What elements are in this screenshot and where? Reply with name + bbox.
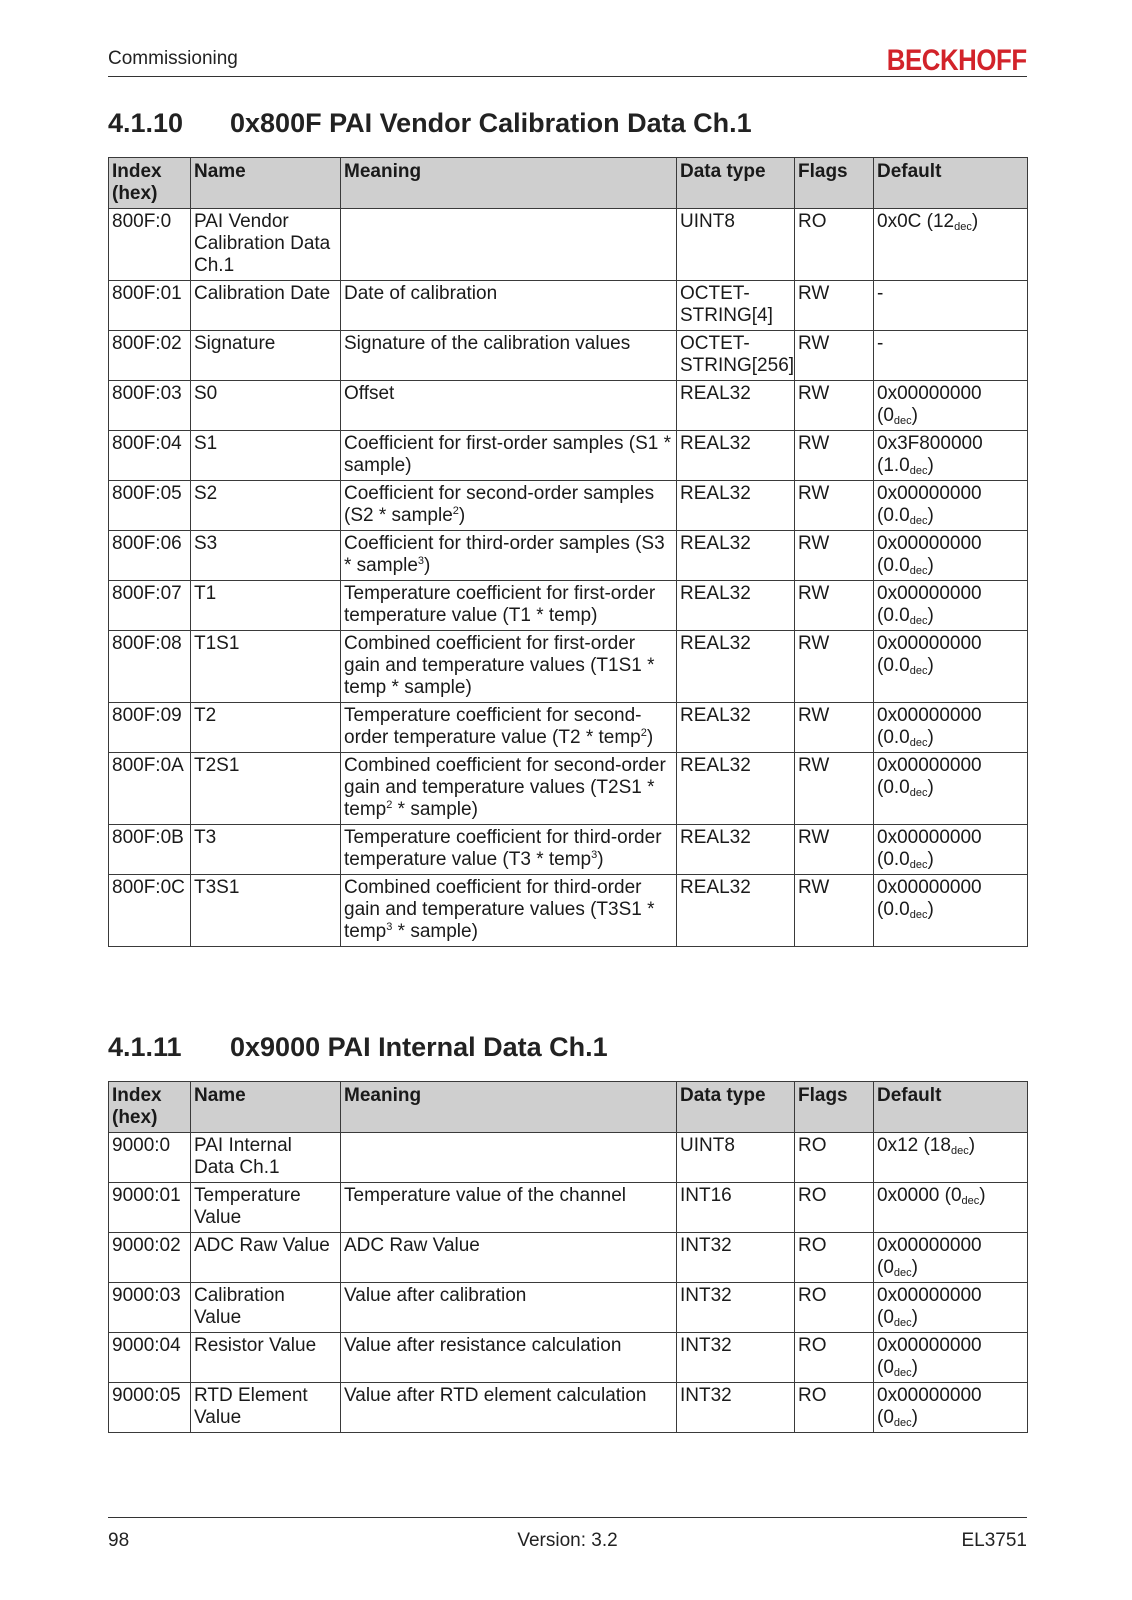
- default-base-subscript: dec: [909, 465, 928, 477]
- cell-name: Calibration Value: [191, 1283, 341, 1333]
- table-header-row: [109, 158, 1028, 209]
- meaning-text: Coefficient for third-order samples (S3 * sample: [344, 533, 665, 576]
- cell-index: 800F:05: [109, 481, 191, 531]
- table-row: [109, 331, 1028, 381]
- header-section-title: Commissioning: [108, 48, 238, 69]
- default-value: 0x00000000 (0.0: [877, 705, 982, 748]
- meaning-text: Coefficient for second-order samples (S2 * sample: [344, 483, 655, 526]
- cell-meaning: Temperature value of the channel: [341, 1183, 677, 1233]
- cell-flags: RW: [795, 431, 874, 481]
- cell-default: [874, 753, 1028, 825]
- cell-flags: RO: [795, 1233, 874, 1283]
- table-header-row: [109, 1082, 1028, 1133]
- cell-index: 9000:01: [109, 1183, 191, 1233]
- default-value-end: ): [927, 655, 934, 676]
- default-value: 0x3F800000 (1.0: [877, 433, 983, 476]
- cell-data-type: INT32: [677, 1383, 795, 1433]
- default-value: 0x00000000 (0: [877, 1285, 982, 1328]
- default-value: 0x00000000 (0.0: [877, 583, 982, 626]
- cell-data-type: INT32: [677, 1233, 795, 1283]
- meaning-text: Temperature coefficient for second-order temperature value (T2 * temp: [344, 705, 642, 748]
- default-value: 0x00000000 (0: [877, 383, 982, 426]
- cell-meaning: Value after resistance calculation: [341, 1333, 677, 1383]
- cell-index: 800F:03: [109, 381, 191, 431]
- table-row: [109, 531, 1028, 581]
- cell-default: [874, 1333, 1028, 1383]
- col-header-default: Default: [874, 158, 1028, 209]
- col-header-index: Index (hex): [109, 158, 191, 209]
- table-row: [109, 1183, 1028, 1233]
- cell-data-type: OCTET-STRING[256]: [677, 331, 795, 381]
- col-header-flags: Flags: [795, 158, 874, 209]
- cell-name: ADC Raw Value: [191, 1233, 341, 1283]
- table-row: [109, 1333, 1028, 1383]
- default-base-subscript: dec: [909, 787, 928, 799]
- cell-index: 800F:0B: [109, 825, 191, 875]
- table-row: [109, 281, 1028, 331]
- cell-index: 800F:06: [109, 531, 191, 581]
- col-header-default: Default: [874, 1082, 1028, 1133]
- default-value: 0x12 (18: [877, 1135, 951, 1156]
- default-value: 0x0000 (0: [877, 1185, 962, 1206]
- default-value-end: ): [927, 899, 934, 920]
- default-base-subscript: dec: [909, 737, 928, 749]
- cell-data-type: REAL32: [677, 431, 795, 481]
- default-base-subscript: dec: [909, 565, 928, 577]
- default-value: 0x00000000 (0: [877, 1235, 982, 1278]
- col-header-meaning: Meaning: [341, 158, 677, 209]
- cell-flags: RW: [795, 825, 874, 875]
- cell-default: [874, 531, 1028, 581]
- product-name: EL3751: [961, 1530, 1027, 1551]
- meaning-text-end: ): [597, 849, 604, 870]
- default-value: 0x00000000 (0.0: [877, 877, 982, 920]
- cell-index: 9000:05: [109, 1383, 191, 1433]
- cell-meaning: [341, 753, 677, 825]
- default-base-subscript: dec: [893, 1317, 912, 1329]
- cell-default: [874, 825, 1028, 875]
- default-value: 0x0C (12: [877, 211, 955, 232]
- cell-flags: RW: [795, 875, 874, 947]
- cell-flags: RW: [795, 631, 874, 703]
- cell-index: 800F:08: [109, 631, 191, 703]
- cell-default: [874, 281, 1028, 331]
- meaning-exponent: 2: [386, 799, 393, 811]
- cell-name: Temperature Value: [191, 1183, 341, 1233]
- table-row: [109, 431, 1028, 481]
- section-heading-1: [108, 108, 752, 139]
- cell-flags: RW: [795, 531, 874, 581]
- meaning-text-end: ): [458, 505, 466, 526]
- cell-flags: RW: [795, 581, 874, 631]
- default-base-subscript: dec: [909, 515, 928, 527]
- cell-name: S1: [191, 431, 341, 481]
- cell-default: [874, 1283, 1028, 1333]
- default-value-end: ): [968, 1135, 976, 1156]
- cell-index: 800F:0: [109, 209, 191, 281]
- cell-meaning: [341, 825, 677, 875]
- meaning-exponent: 2: [640, 727, 647, 739]
- cell-data-type: INT32: [677, 1283, 795, 1333]
- cell-name: PAI Vendor Calibration Data Ch.1: [191, 209, 341, 281]
- default-value: 0x00000000 (0: [877, 1385, 982, 1428]
- cell-data-type: UINT8: [677, 1133, 795, 1183]
- cell-data-type: REAL32: [677, 703, 795, 753]
- cell-name: S0: [191, 381, 341, 431]
- cell-name: RTD Element Value: [191, 1383, 341, 1433]
- cell-default: [874, 209, 1028, 281]
- cell-default: [874, 1133, 1028, 1183]
- cell-flags: RO: [795, 1283, 874, 1333]
- cell-name: T2S1: [191, 753, 341, 825]
- col-header-name: Name: [191, 1082, 341, 1133]
- cell-data-type: REAL32: [677, 753, 795, 825]
- meaning-text-end: ): [646, 727, 654, 748]
- default-value-end: ): [911, 1357, 918, 1378]
- cell-data-type: INT32: [677, 1333, 795, 1383]
- cell-index: 800F:01: [109, 281, 191, 331]
- meaning-text: Combined coefficient for third-order gain and temperature values (T3S1 * temp: [344, 877, 655, 942]
- cell-meaning: Offset: [341, 381, 677, 431]
- cell-meaning: Coefficient for first-order samples (S1 * sample): [341, 431, 677, 481]
- default-value: -: [877, 283, 884, 304]
- cell-name: S3: [191, 531, 341, 581]
- cell-index: 800F:02: [109, 331, 191, 381]
- table-row: [109, 703, 1028, 753]
- cell-data-type: OCTET-STRING[4]: [677, 281, 795, 331]
- table-row: [109, 209, 1028, 281]
- default-value-end: ): [927, 849, 934, 870]
- meaning-exponent: 3: [417, 555, 425, 567]
- cell-default: [874, 381, 1028, 431]
- cell-flags: RO: [795, 1383, 874, 1433]
- meaning-exponent: 3: [386, 921, 393, 933]
- cell-data-type: REAL32: [677, 581, 795, 631]
- cell-index: 800F:04: [109, 431, 191, 481]
- cell-index: 9000:04: [109, 1333, 191, 1383]
- default-value-end: ): [911, 1307, 918, 1328]
- table-row: [109, 875, 1028, 947]
- cell-flags: RW: [795, 281, 874, 331]
- cell-index: 800F:07: [109, 581, 191, 631]
- default-value-end: ): [979, 1185, 986, 1206]
- table-row: [109, 825, 1028, 875]
- section-number: 4.1.11: [108, 1032, 182, 1062]
- cell-flags: RW: [795, 381, 874, 431]
- cell-default: [874, 581, 1028, 631]
- cell-data-type: REAL32: [677, 875, 795, 947]
- cell-meaning: Value after calibration: [341, 1283, 677, 1333]
- col-header-data-type: Data type: [677, 158, 795, 209]
- default-value-end: ): [911, 1407, 918, 1428]
- cell-data-type: INT16: [677, 1183, 795, 1233]
- cell-meaning: Combined coefficient for first-order gain and temperature values (T1S1 * temp * sample): [341, 631, 677, 703]
- default-value: 0x00000000 (0.0: [877, 483, 982, 526]
- cell-name: T3: [191, 825, 341, 875]
- section-number: 4.1.10: [108, 108, 184, 138]
- meaning-text: Temperature coefficient for third-order temperature value (T3 * temp: [344, 827, 662, 870]
- cell-meaning: Temperature coefficient for first-order temperature value (T1 * temp): [341, 581, 677, 631]
- default-value-end: ): [971, 211, 979, 232]
- cell-name: T3S1: [191, 875, 341, 947]
- beckhoff-logo: BECKHOFF: [887, 44, 1027, 77]
- cell-flags: RW: [795, 331, 874, 381]
- cell-meaning: [341, 703, 677, 753]
- cell-meaning: Date of calibration: [341, 281, 677, 331]
- default-value-end: ): [927, 555, 934, 576]
- default-value-end: ): [927, 605, 934, 626]
- default-base-subscript: dec: [909, 859, 928, 871]
- table-row: [109, 631, 1028, 703]
- col-header-flags: Flags: [795, 1082, 874, 1133]
- cell-flags: RO: [795, 1333, 874, 1383]
- cell-data-type: REAL32: [677, 631, 795, 703]
- default-value: 0x00000000 (0: [877, 1335, 982, 1378]
- cell-meaning: [341, 1133, 677, 1183]
- cell-default: [874, 481, 1028, 531]
- default-base-subscript: dec: [909, 615, 928, 627]
- default-base-subscript: dec: [893, 1417, 912, 1429]
- cell-meaning: ADC Raw Value: [341, 1233, 677, 1283]
- table-row: [109, 1283, 1028, 1333]
- cell-default: [874, 331, 1028, 381]
- default-base-subscript: dec: [909, 665, 928, 677]
- cell-name: T1: [191, 581, 341, 631]
- cell-data-type: REAL32: [677, 381, 795, 431]
- default-value-end: ): [927, 727, 934, 748]
- cell-default: [874, 1383, 1028, 1433]
- meaning-exponent: 2: [452, 505, 459, 517]
- cell-default: [874, 703, 1028, 753]
- cell-name: S2: [191, 481, 341, 531]
- cell-data-type: UINT8: [677, 209, 795, 281]
- cell-default: [874, 431, 1028, 481]
- col-header-data-type: Data type: [677, 1082, 795, 1133]
- cell-index: 9000:0: [109, 1133, 191, 1183]
- table-row: [109, 1233, 1028, 1283]
- table-row: [109, 381, 1028, 431]
- cell-name: PAI Internal Data Ch.1: [191, 1133, 341, 1183]
- cell-name: Signature: [191, 331, 341, 381]
- cell-flags: RW: [795, 703, 874, 753]
- cell-index: 800F:0C: [109, 875, 191, 947]
- table-row: [109, 1383, 1028, 1433]
- default-value-end: ): [911, 405, 918, 426]
- meaning-text-end: * sample): [392, 921, 478, 942]
- cell-index: 9000:03: [109, 1283, 191, 1333]
- cell-name: T2: [191, 703, 341, 753]
- default-value-end: ): [927, 777, 934, 798]
- cell-flags: RO: [795, 209, 874, 281]
- cell-index: 800F:09: [109, 703, 191, 753]
- internal-data-table: [108, 1081, 1028, 1433]
- cell-default: [874, 631, 1028, 703]
- default-value: -: [877, 333, 884, 354]
- default-base-subscript: dec: [909, 909, 928, 921]
- cell-data-type: REAL32: [677, 825, 795, 875]
- cell-index: 800F:0A: [109, 753, 191, 825]
- default-base-subscript: dec: [961, 1195, 980, 1207]
- default-value-end: ): [927, 505, 934, 526]
- table-row: [109, 581, 1028, 631]
- table-row: [109, 1133, 1028, 1183]
- cell-name: Resistor Value: [191, 1333, 341, 1383]
- default-base-subscript: dec: [954, 221, 972, 233]
- default-value: 0x00000000 (0.0: [877, 533, 982, 576]
- page-footer: [108, 1517, 1027, 1558]
- cell-flags: RW: [795, 753, 874, 825]
- cell-meaning: [341, 875, 677, 947]
- cell-meaning: [341, 209, 677, 281]
- cell-flags: RW: [795, 481, 874, 531]
- cell-data-type: REAL32: [677, 531, 795, 581]
- default-base-subscript: dec: [893, 415, 912, 427]
- default-base-subscript: dec: [950, 1145, 969, 1157]
- cell-default: [874, 1233, 1028, 1283]
- cell-name: T1S1: [191, 631, 341, 703]
- meaning-text-end: * sample): [392, 799, 478, 820]
- col-header-name: Name: [191, 158, 341, 209]
- document-version: Version: 3.2: [517, 1530, 618, 1551]
- cell-meaning: [341, 531, 677, 581]
- cell-index: 9000:02: [109, 1233, 191, 1283]
- col-header-index: Index (hex): [109, 1082, 191, 1133]
- default-value-end: ): [927, 455, 934, 476]
- cell-name: Calibration Date: [191, 281, 341, 331]
- page-number: 98: [108, 1530, 130, 1551]
- cell-default: [874, 1183, 1028, 1233]
- cell-flags: RO: [795, 1133, 874, 1183]
- calibration-data-table: [108, 157, 1028, 947]
- page-header: [108, 44, 1027, 77]
- meaning-text-end: ): [424, 555, 431, 576]
- section-title: 0x800F PAI Vendor Calibration Data Ch.1: [230, 108, 752, 138]
- cell-meaning: [341, 481, 677, 531]
- default-value-end: ): [911, 1257, 918, 1278]
- meaning-text: Combined coefficient for second-order gain and temperature values (T2S1 * temp: [344, 755, 666, 820]
- default-value: 0x00000000 (0.0: [877, 755, 982, 798]
- default-value: 0x00000000 (0.0: [877, 633, 982, 676]
- section-heading-2: [108, 1032, 608, 1063]
- default-base-subscript: dec: [893, 1267, 912, 1279]
- meaning-exponent: 3: [591, 849, 598, 861]
- col-header-meaning: Meaning: [341, 1082, 677, 1133]
- table-row: [109, 481, 1028, 531]
- cell-data-type: REAL32: [677, 481, 795, 531]
- cell-default: [874, 875, 1028, 947]
- cell-meaning: Signature of the calibration values: [341, 331, 677, 381]
- default-base-subscript: dec: [893, 1367, 912, 1379]
- cell-flags: RO: [795, 1183, 874, 1233]
- cell-meaning: Value after RTD element calculation: [341, 1383, 677, 1433]
- default-value: 0x00000000 (0.0: [877, 827, 982, 870]
- section-title: 0x9000 PAI Internal Data Ch.1: [230, 1032, 608, 1062]
- table-row: [109, 753, 1028, 825]
